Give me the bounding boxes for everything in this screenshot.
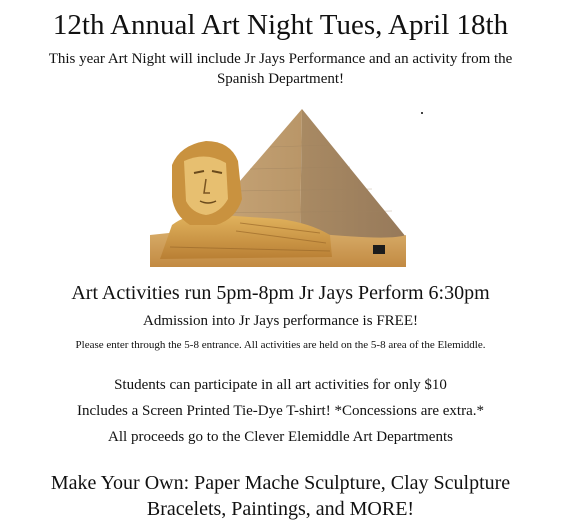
admission-note: Admission into Jr Jays performance is FREE! bbox=[143, 313, 418, 329]
intro-line-2: Spanish Department! bbox=[216, 71, 345, 87]
entrance-note: Please enter through the 5-8 entrance. All activities are held on the 5-8 area of the Elemiddle. bbox=[75, 339, 486, 351]
flyer-title: 12th Annual Art Night Tues, April 18th bbox=[52, 9, 509, 41]
make-your-own-line-2: Bracelets, Paintings, and MORE! bbox=[146, 498, 415, 520]
intro-line-1: This year Art Night will include Jr Jays Performance and an activity from the bbox=[48, 51, 513, 67]
sphinx-pyramid-image bbox=[150, 107, 406, 267]
proceeds-note: All proceeds go to the Clever Elemiddle Art Departments bbox=[108, 429, 453, 445]
stray-dot bbox=[421, 112, 423, 114]
activities-time: Art Activities run 5pm-8pm Jr Jays Perform 6:30pm bbox=[71, 282, 490, 304]
students-price: Students can participate in all art activities for only $10 bbox=[114, 377, 447, 393]
make-your-own-line-1: Make Your Own: Paper Mache Sculpture, Clay Sculpture bbox=[50, 472, 511, 494]
includes-note: Includes a Screen Printed Tie-Dye T-shirt! *Concessions are extra.* bbox=[77, 403, 484, 419]
